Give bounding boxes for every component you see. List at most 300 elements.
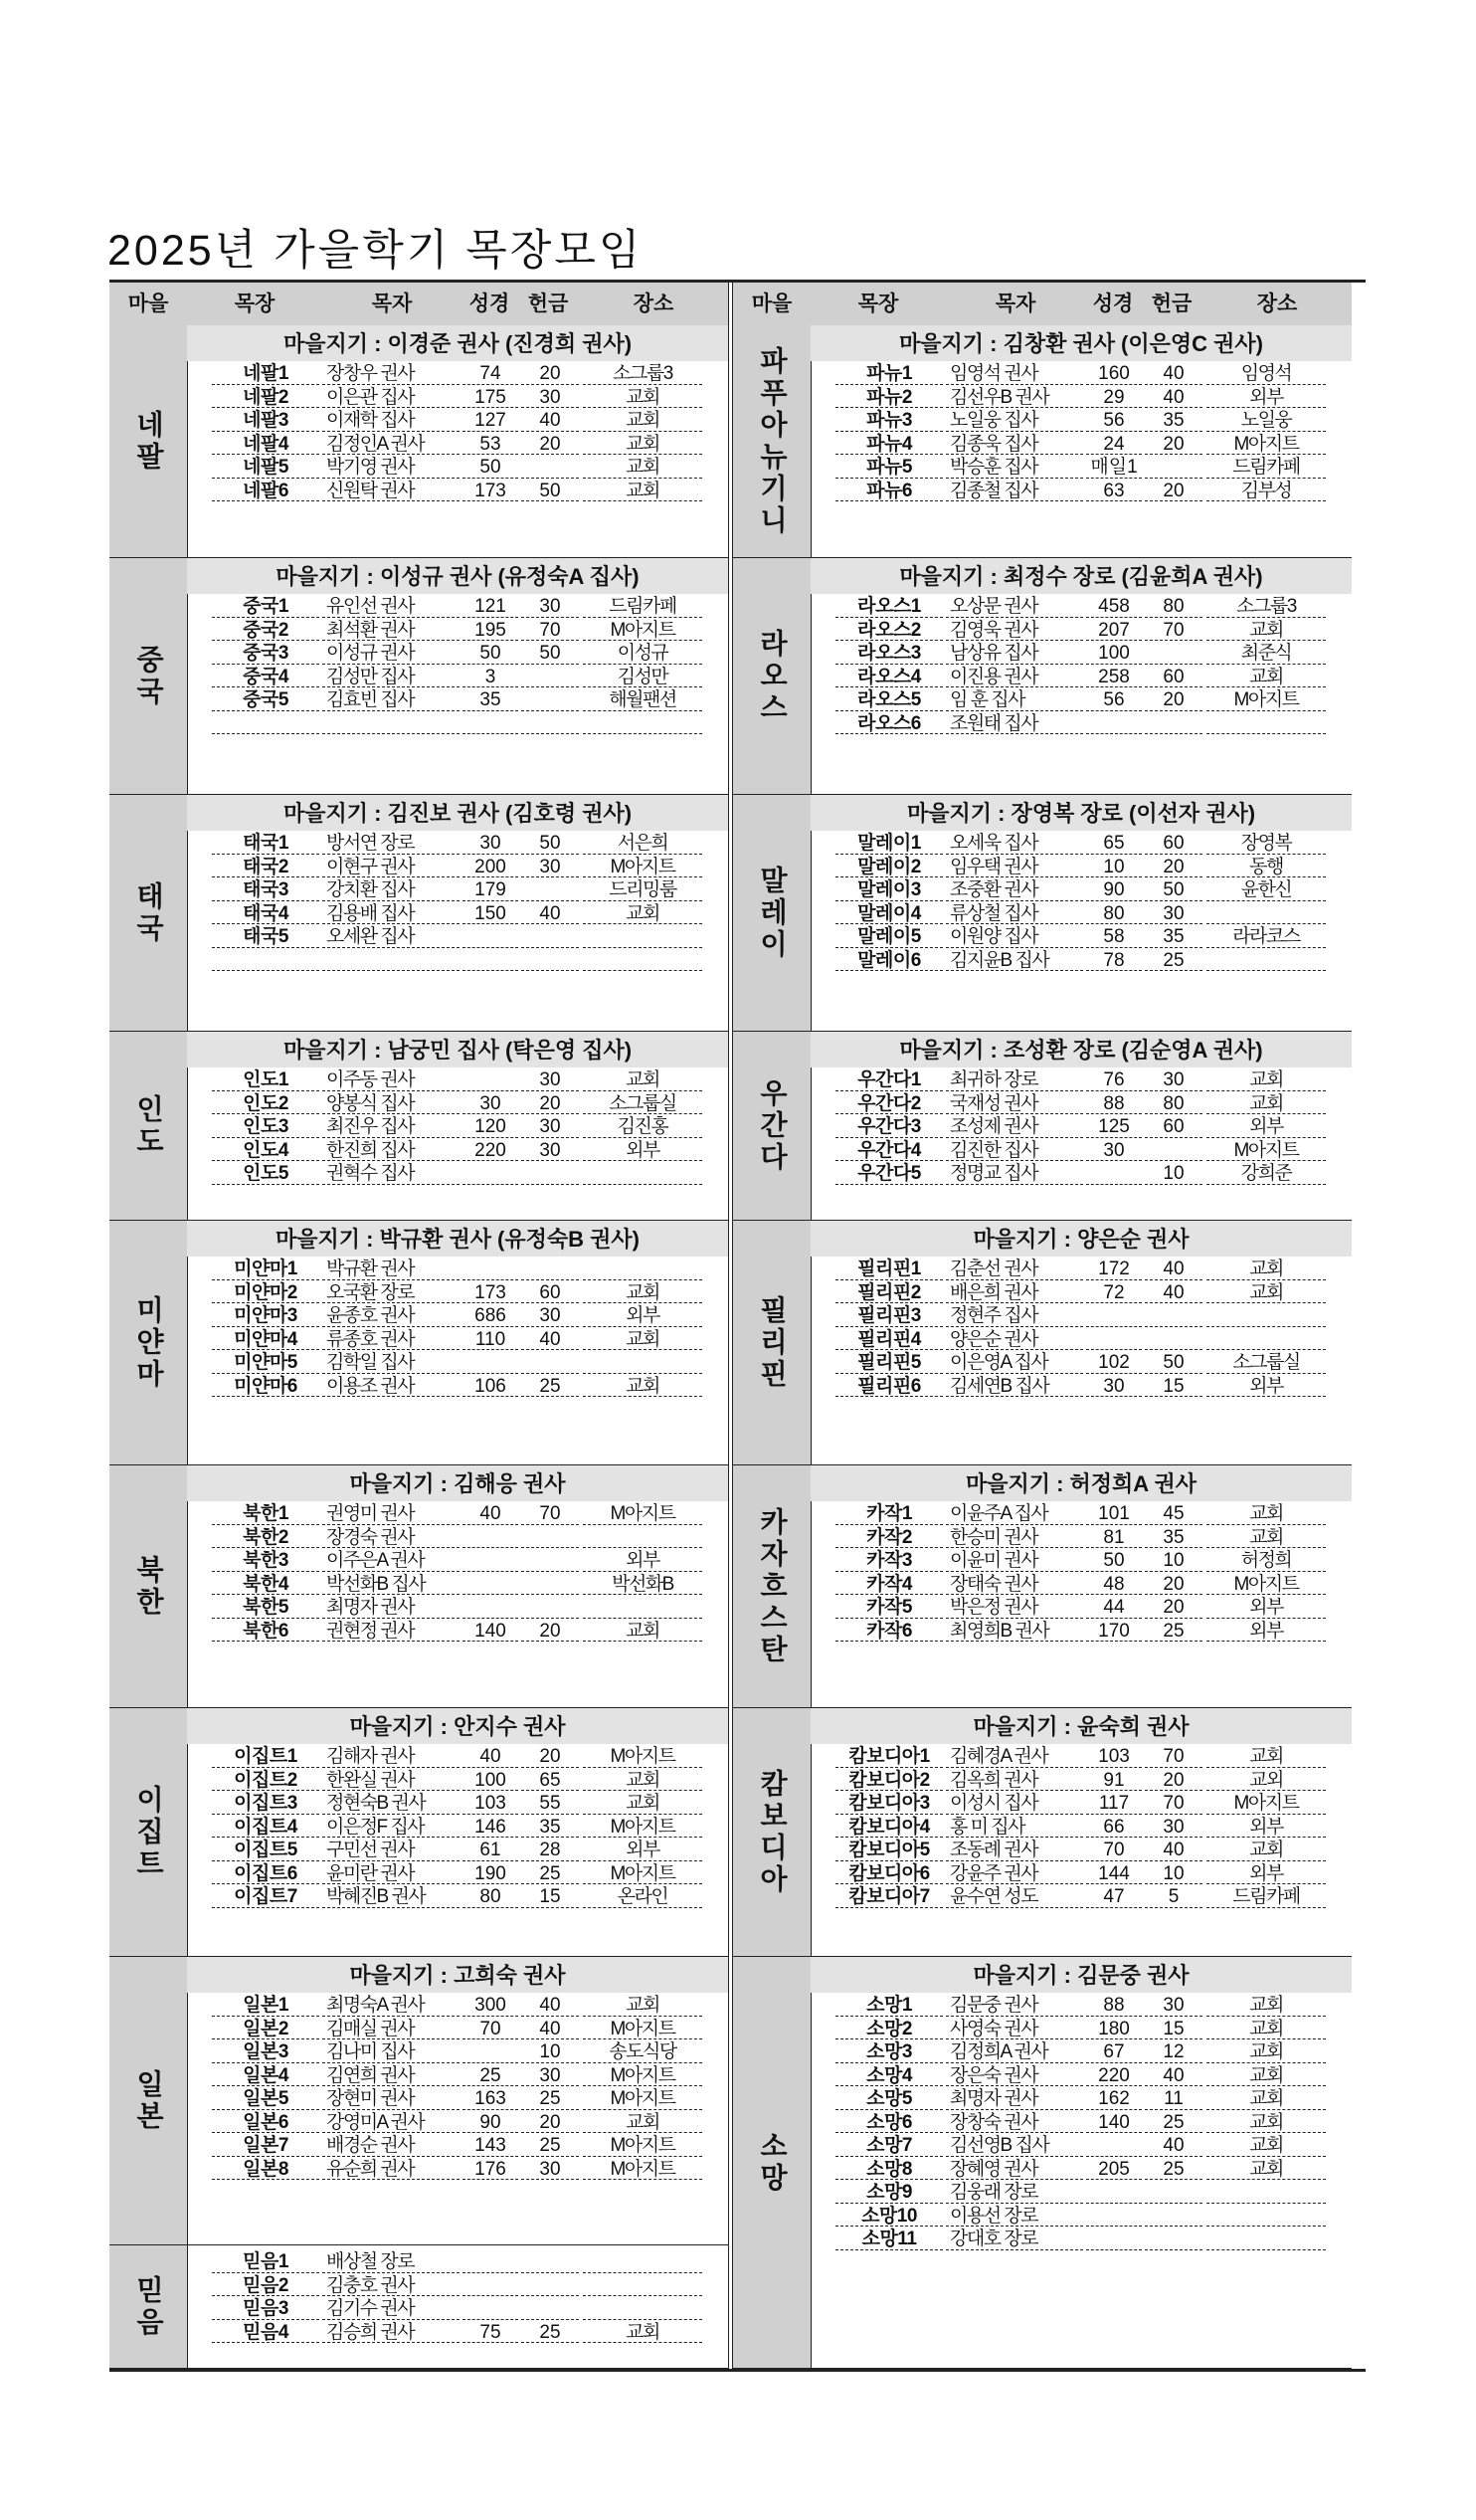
table-row bbox=[187, 1595, 728, 1619]
offering-amount: 70 bbox=[1145, 618, 1202, 642]
table-row bbox=[811, 1350, 1352, 1374]
table-row bbox=[811, 1114, 1352, 1138]
offering-amount: 50 bbox=[521, 479, 579, 502]
village-name-cell bbox=[109, 1221, 188, 1464]
table-row bbox=[811, 924, 1352, 948]
group-leader: 이재학 집사 bbox=[322, 408, 460, 432]
table-row bbox=[187, 855, 728, 878]
village-name-cell bbox=[733, 325, 812, 557]
meeting-place: 김부성 bbox=[1206, 479, 1326, 502]
bible-count bbox=[462, 1161, 518, 1185]
group-name: 소망1 bbox=[835, 1993, 943, 2017]
table-row bbox=[187, 1138, 728, 1162]
bible-count bbox=[462, 1572, 518, 1596]
group-leader: 이성시 집사 bbox=[946, 1791, 1083, 1815]
group-leader: 양은순 권사 bbox=[946, 1327, 1083, 1351]
offering-amount: 50 bbox=[1145, 877, 1202, 901]
bible-count bbox=[1086, 1327, 1142, 1351]
group-leader: 최명자 권사 bbox=[322, 1595, 460, 1619]
group-name: 필리핀6 bbox=[835, 1374, 943, 1398]
offering-amount: 5 bbox=[1145, 1884, 1202, 1908]
bible-count: 220 bbox=[1086, 2063, 1142, 2087]
bible-count: 24 bbox=[1086, 432, 1142, 456]
group-name: 카작2 bbox=[835, 1525, 943, 1549]
meeting-place: 교회 bbox=[583, 1993, 702, 2017]
table-row bbox=[811, 2180, 1352, 2204]
group-leader: 박혜진B 권사 bbox=[322, 1884, 460, 1908]
offering-amount: 30 bbox=[521, 1114, 579, 1138]
group-name: 우간다2 bbox=[835, 1091, 943, 1115]
offering-amount: 60 bbox=[1145, 831, 1202, 855]
table-row bbox=[811, 687, 1352, 711]
offering-amount: 40 bbox=[1145, 2063, 1202, 2087]
group-name: 태국1 bbox=[212, 831, 319, 855]
offering-amount: 10 bbox=[521, 2039, 579, 2063]
offering-amount bbox=[521, 2249, 579, 2273]
table-row bbox=[811, 1525, 1352, 1549]
table-row bbox=[811, 1303, 1352, 1327]
group-name: 이집트2 bbox=[212, 1768, 319, 1792]
bible-count: 173 bbox=[462, 479, 518, 502]
group-leader: 김정인A 권사 bbox=[322, 432, 460, 456]
bible-count: 10 bbox=[1086, 855, 1142, 878]
meeting-place: 교회 bbox=[1206, 2157, 1326, 2181]
table-row bbox=[811, 455, 1352, 479]
table-row bbox=[187, 1161, 728, 1185]
offering-amount: 65 bbox=[521, 1768, 579, 1792]
group-leader: 남상유 집사 bbox=[946, 641, 1083, 665]
bible-count: 180 bbox=[1086, 2017, 1142, 2040]
bible-count bbox=[462, 2296, 518, 2320]
offering-amount bbox=[1145, 1327, 1202, 1351]
bible-count: 75 bbox=[462, 2320, 518, 2344]
table-row bbox=[811, 1838, 1352, 1861]
village-name: 파푸아뉴기니 bbox=[757, 345, 788, 537]
meeting-place: 외부 bbox=[583, 1838, 702, 1861]
bible-count: 70 bbox=[462, 2017, 518, 2040]
group-name: 미얀마2 bbox=[212, 1280, 319, 1304]
bible-count: 78 bbox=[1086, 948, 1142, 972]
table-row bbox=[187, 687, 728, 711]
offering-amount: 11 bbox=[1145, 2086, 1202, 2110]
bible-count: 127 bbox=[462, 408, 518, 432]
table-row bbox=[187, 1619, 728, 1643]
group-name: 북한6 bbox=[212, 1619, 319, 1643]
offering-amount bbox=[521, 2296, 579, 2320]
village-leader: 마을지기 : 남궁민 집사 (탁은영 집사) bbox=[187, 1032, 728, 1067]
meeting-place: 교회 bbox=[1206, 2086, 1326, 2110]
bible-count: 117 bbox=[1086, 1791, 1142, 1815]
table-row bbox=[811, 1091, 1352, 1115]
meeting-place bbox=[583, 2273, 702, 2297]
offering-amount bbox=[521, 1257, 579, 1280]
offering-amount: 15 bbox=[1145, 1374, 1202, 1398]
bible-count: 30 bbox=[1086, 1374, 1142, 1398]
village-leader: 마을지기 : 장영복 장로 (이선자 권사) bbox=[811, 795, 1352, 831]
meeting-place: M아지트 bbox=[1206, 687, 1326, 711]
village-block bbox=[733, 1221, 1352, 1465]
group-name: 북한5 bbox=[212, 1595, 319, 1619]
group-leader: 오국환 장로 bbox=[322, 1280, 460, 1304]
table-row bbox=[811, 479, 1352, 502]
meeting-place: 드림카페 bbox=[1206, 1884, 1326, 1908]
bible-count: 74 bbox=[462, 361, 518, 385]
group-name: 태국3 bbox=[212, 877, 319, 901]
group-name: 중국2 bbox=[212, 618, 319, 642]
group-name bbox=[212, 948, 319, 972]
offering-amount: 50 bbox=[521, 831, 579, 855]
group-leader: 이원양 집사 bbox=[946, 924, 1083, 948]
offering-amount: 50 bbox=[521, 641, 579, 665]
meeting-place: M아지트 bbox=[583, 2017, 702, 2040]
group-leader: 유인선 권사 bbox=[322, 594, 460, 618]
offering-amount: 30 bbox=[521, 855, 579, 878]
village-name-cell bbox=[109, 1032, 188, 1220]
group-leader: 방서연 장로 bbox=[322, 831, 460, 855]
village-name-cell bbox=[109, 2245, 188, 2368]
group-leader: 국재성 권사 bbox=[946, 1091, 1083, 1115]
meeting-place: M아지트 bbox=[583, 2086, 702, 2110]
bible-count: 91 bbox=[1086, 1768, 1142, 1792]
meeting-place: 온라인 bbox=[583, 1884, 702, 1908]
village-name-cell bbox=[109, 1957, 188, 2244]
village-block bbox=[733, 1957, 1352, 2369]
meeting-place: 교회 bbox=[583, 385, 702, 409]
offering-amount: 10 bbox=[1145, 1548, 1202, 1572]
bible-count: 125 bbox=[1086, 1114, 1142, 1138]
meeting-place: 소그룹실 bbox=[583, 1091, 702, 1115]
table-row bbox=[811, 1619, 1352, 1643]
group-leader: 김춘선 권사 bbox=[946, 1257, 1083, 1280]
table-row bbox=[187, 948, 728, 972]
group-leader: 김세연B 집사 bbox=[946, 1374, 1083, 1398]
bible-count: 50 bbox=[462, 455, 518, 479]
page-title: 2025년 가을학기 목장모임 bbox=[107, 227, 644, 275]
offering-amount: 60 bbox=[1145, 665, 1202, 688]
bible-count bbox=[462, 1067, 518, 1091]
group-leader: 김종철 집사 bbox=[946, 479, 1083, 502]
offering-amount bbox=[1145, 1303, 1202, 1327]
bible-count bbox=[462, 2249, 518, 2273]
village-name-cell bbox=[733, 795, 812, 1031]
meeting-place: M아지트 bbox=[583, 2157, 702, 2181]
meeting-place: M아지트 bbox=[583, 2063, 702, 2087]
group-name: 카작4 bbox=[835, 1572, 943, 1596]
group-name: 소망10 bbox=[835, 2204, 943, 2228]
table-row bbox=[811, 618, 1352, 642]
table-row bbox=[187, 1525, 728, 1549]
table-row bbox=[811, 1744, 1352, 1768]
group-leader: 최명자 권사 bbox=[946, 2086, 1083, 2110]
offering-amount: 20 bbox=[521, 1744, 579, 1768]
group-name: 네팔2 bbox=[212, 385, 319, 409]
group-name: 이집트5 bbox=[212, 1838, 319, 1861]
bible-count: 163 bbox=[462, 2086, 518, 2110]
group-leader: 임우택 권사 bbox=[946, 855, 1083, 878]
group-leader: 김승희 권사 bbox=[322, 2320, 460, 2344]
table-row bbox=[187, 1114, 728, 1138]
group-name: 라오스4 bbox=[835, 665, 943, 688]
group-name: 필리핀4 bbox=[835, 1327, 943, 1351]
group-name: 소망5 bbox=[835, 2086, 943, 2110]
meeting-place: 이성규 bbox=[583, 641, 702, 665]
bible-count: 121 bbox=[462, 594, 518, 618]
group-name bbox=[212, 711, 319, 735]
column-header: 장소 bbox=[1256, 292, 1298, 315]
group-name: 카작6 bbox=[835, 1619, 943, 1643]
meeting-place: 교회 bbox=[1206, 2017, 1326, 2040]
offering-amount: 40 bbox=[1145, 1838, 1202, 1861]
group-leader: 김옥희 권사 bbox=[946, 1768, 1083, 1792]
offering-amount: 10 bbox=[1145, 1861, 1202, 1885]
group-leader: 박은정 권사 bbox=[946, 1595, 1083, 1619]
group-leader: 김지윤B 집사 bbox=[946, 948, 1083, 972]
table-row bbox=[187, 1374, 728, 1398]
group-name: 소망6 bbox=[835, 2110, 943, 2134]
group-name: 믿음1 bbox=[212, 2249, 319, 2273]
group-leader: 윤수연 성도 bbox=[946, 1884, 1083, 1908]
group-leader: 김연희 권사 bbox=[322, 2063, 460, 2087]
table-row bbox=[187, 432, 728, 456]
meeting-place: 소그룹3 bbox=[1206, 594, 1326, 618]
table-row bbox=[187, 455, 728, 479]
village-name-cell bbox=[109, 1465, 188, 1707]
group-leader: 김학일 집사 bbox=[322, 1350, 460, 1374]
column-header: 마을 bbox=[127, 292, 169, 315]
village-leader: 마을지기 : 이성규 권사 (유정숙A 집사) bbox=[187, 558, 728, 594]
table-row bbox=[811, 711, 1352, 735]
group-leader: 김충호 권사 bbox=[322, 2273, 460, 2297]
bible-count: 220 bbox=[462, 1138, 518, 1162]
offering-amount: 20 bbox=[1145, 1768, 1202, 1792]
village-name: 우간다 bbox=[757, 1077, 788, 1174]
table-row bbox=[811, 1280, 1352, 1304]
offering-amount bbox=[521, 1525, 579, 1549]
meeting-place: M아지트 bbox=[583, 1815, 702, 1839]
table-row bbox=[187, 1091, 728, 1115]
group-leader: 김성만 집사 bbox=[322, 665, 460, 688]
group-leader: 김혜경A 권사 bbox=[946, 1744, 1083, 1768]
bible-count: 88 bbox=[1086, 1091, 1142, 1115]
bible-count: 40 bbox=[462, 1744, 518, 1768]
group-leader: 박승훈 집사 bbox=[946, 455, 1083, 479]
village-name: 중국 bbox=[133, 644, 164, 708]
village-name-cell bbox=[733, 1708, 812, 1956]
group-leader: 장혜영 권사 bbox=[946, 2157, 1083, 2181]
offering-amount: 12 bbox=[1145, 2039, 1202, 2063]
group-name: 이집트3 bbox=[212, 1791, 319, 1815]
bible-count: 200 bbox=[462, 855, 518, 878]
meeting-place: 송도식당 bbox=[583, 2039, 702, 2063]
meeting-place: 교회 bbox=[583, 1619, 702, 1643]
village-block bbox=[733, 558, 1352, 795]
meeting-place: 소그룹실 bbox=[1206, 1350, 1326, 1374]
table-row bbox=[187, 2110, 728, 2134]
village-block bbox=[109, 795, 728, 1032]
table-row bbox=[187, 2039, 728, 2063]
table-row bbox=[811, 2133, 1352, 2157]
bible-count: 176 bbox=[462, 2157, 518, 2181]
group-leader: 강영미A 권사 bbox=[322, 2110, 460, 2134]
offering-amount: 20 bbox=[521, 1619, 579, 1643]
table-row bbox=[811, 641, 1352, 665]
bible-count: 88 bbox=[1086, 1993, 1142, 2017]
bible-count bbox=[1086, 1161, 1142, 1185]
table-row bbox=[811, 408, 1352, 432]
group-leader: 최영희B 권사 bbox=[946, 1619, 1083, 1643]
offering-amount: 25 bbox=[1145, 2157, 1202, 2181]
village-block bbox=[109, 1708, 728, 1957]
group-name: 일본1 bbox=[212, 1993, 319, 2017]
bible-count: 458 bbox=[1086, 594, 1142, 618]
group-leader: 김기수 권사 bbox=[322, 2296, 460, 2320]
column-header: 목자 bbox=[371, 292, 413, 315]
offering-amount: 25 bbox=[521, 1861, 579, 1885]
village-name-cell bbox=[109, 558, 188, 794]
group-name: 북한1 bbox=[212, 1501, 319, 1525]
group-leader: 김문중 권사 bbox=[946, 1993, 1083, 2017]
group-name: 말레이4 bbox=[835, 901, 943, 925]
meeting-place: 외부 bbox=[1206, 1815, 1326, 1839]
offering-amount: 35 bbox=[1145, 1525, 1202, 1549]
group-leader: 김매실 권사 bbox=[322, 2017, 460, 2040]
group-leader: 김효빈 집사 bbox=[322, 687, 460, 711]
bible-count: 179 bbox=[462, 877, 518, 901]
column-header: 헌금 bbox=[527, 292, 569, 315]
group-name: 필리핀5 bbox=[835, 1350, 943, 1374]
bible-count: 195 bbox=[462, 618, 518, 642]
group-name: 우간다3 bbox=[835, 1114, 943, 1138]
offering-amount: 60 bbox=[1145, 1114, 1202, 1138]
group-leader: 최귀하 장로 bbox=[946, 1067, 1083, 1091]
group-name: 인도4 bbox=[212, 1138, 319, 1162]
bible-count: 258 bbox=[1086, 665, 1142, 688]
column-header: 목장 bbox=[857, 292, 899, 315]
offering-amount: 30 bbox=[521, 1067, 579, 1091]
meeting-place bbox=[1206, 2180, 1326, 2204]
bible-count bbox=[462, 2273, 518, 2297]
meeting-place: 교회 bbox=[1206, 1067, 1326, 1091]
offering-amount bbox=[1145, 711, 1202, 735]
group-name: 캄보디아5 bbox=[835, 1838, 943, 1861]
bible-count bbox=[1086, 2227, 1142, 2250]
village-block bbox=[733, 1465, 1352, 1708]
offering-amount: 30 bbox=[1145, 1993, 1202, 2017]
meeting-place: 드림카페 bbox=[1206, 455, 1326, 479]
meeting-place: 교회 bbox=[1206, 2039, 1326, 2063]
group-name: 말레이3 bbox=[835, 877, 943, 901]
bible-count: 300 bbox=[462, 1993, 518, 2017]
bible-count: 686 bbox=[462, 1303, 518, 1327]
group-name: 태국4 bbox=[212, 901, 319, 925]
meeting-place: 교회 bbox=[1206, 1525, 1326, 1549]
meeting-place: 박선화B bbox=[583, 1572, 702, 1596]
group-name: 라오스3 bbox=[835, 641, 943, 665]
table-row bbox=[187, 1791, 728, 1815]
table-row bbox=[811, 2110, 1352, 2134]
table-row bbox=[811, 1374, 1352, 1398]
group-name: 파뉴1 bbox=[835, 361, 943, 385]
village-block bbox=[733, 325, 1352, 558]
meeting-place: 교회 bbox=[583, 1791, 702, 1815]
group-name: 라오스2 bbox=[835, 618, 943, 642]
table-row bbox=[187, 641, 728, 665]
village-leader: 마을지기 : 허정희A 권사 bbox=[811, 1465, 1352, 1501]
offering-amount: 28 bbox=[521, 1838, 579, 1861]
offering-amount: 30 bbox=[521, 2157, 579, 2181]
meeting-place: 외부 bbox=[1206, 1619, 1326, 1643]
offering-amount: 20 bbox=[1145, 1572, 1202, 1596]
table-row bbox=[187, 361, 728, 385]
bible-count: 140 bbox=[462, 1619, 518, 1643]
group-name: 네팔1 bbox=[212, 361, 319, 385]
meeting-place bbox=[1206, 1327, 1326, 1351]
meeting-place: 교회 bbox=[583, 1374, 702, 1398]
table-row bbox=[187, 831, 728, 855]
meeting-place: 교회 bbox=[1206, 618, 1326, 642]
group-name: 일본4 bbox=[212, 2063, 319, 2087]
group-name: 일본3 bbox=[212, 2039, 319, 2063]
bible-count: 3 bbox=[462, 665, 518, 688]
group-name: 믿음3 bbox=[212, 2296, 319, 2320]
bible-count bbox=[462, 2039, 518, 2063]
group-name: 우간다5 bbox=[835, 1161, 943, 1185]
meeting-place bbox=[583, 1525, 702, 1549]
offering-amount bbox=[521, 665, 579, 688]
group-leader: 권혁수 집사 bbox=[322, 1161, 460, 1185]
bible-count bbox=[462, 1595, 518, 1619]
offering-amount: 35 bbox=[1145, 408, 1202, 432]
meeting-place: 김진홍 bbox=[583, 1114, 702, 1138]
group-name: 파뉴4 bbox=[835, 432, 943, 456]
village-leader: 마을지기 : 윤숙희 권사 bbox=[811, 1708, 1352, 1744]
group-name: 네팔4 bbox=[212, 432, 319, 456]
group-name: 파뉴6 bbox=[835, 479, 943, 502]
group-name: 인도5 bbox=[212, 1161, 319, 1185]
meeting-place: M아지트 bbox=[583, 1744, 702, 1768]
offering-amount: 40 bbox=[1145, 2133, 1202, 2157]
group-leader: 김영욱 권사 bbox=[946, 618, 1083, 642]
offering-amount: 30 bbox=[521, 594, 579, 618]
table-row bbox=[811, 2204, 1352, 2228]
table-row bbox=[811, 594, 1352, 618]
village-block bbox=[109, 1957, 728, 2245]
meeting-place: 교회 bbox=[1206, 2133, 1326, 2157]
bible-count: 50 bbox=[1086, 1548, 1142, 1572]
group-name: 파뉴2 bbox=[835, 385, 943, 409]
group-name: 말레이1 bbox=[835, 831, 943, 855]
group-leader: 김정희A 권사 bbox=[946, 2039, 1083, 2063]
village-name: 미얀마 bbox=[133, 1294, 164, 1391]
group-leader: 배은희 권사 bbox=[946, 1280, 1083, 1304]
offering-amount: 40 bbox=[1145, 385, 1202, 409]
bible-count: 48 bbox=[1086, 1572, 1142, 1596]
group-name: 인도1 bbox=[212, 1067, 319, 1091]
group-leader bbox=[322, 711, 460, 735]
table-row bbox=[187, 385, 728, 409]
meeting-place: 교회 bbox=[583, 1768, 702, 1792]
village-leader: 마을지기 : 조성환 장로 (김순영A 권사) bbox=[811, 1032, 1352, 1067]
offering-amount: 60 bbox=[521, 1280, 579, 1304]
group-leader: 이용조 권사 bbox=[322, 1374, 460, 1398]
meeting-place: 교회 bbox=[1206, 1257, 1326, 1280]
village-name-cell bbox=[733, 1957, 812, 2368]
meeting-place: 외부 bbox=[1206, 1861, 1326, 1885]
offering-amount bbox=[521, 711, 579, 735]
group-name: 필리핀2 bbox=[835, 1280, 943, 1304]
group-name: 북한3 bbox=[212, 1548, 319, 1572]
village-leader: 마을지기 : 김문중 권사 bbox=[811, 1957, 1352, 1993]
